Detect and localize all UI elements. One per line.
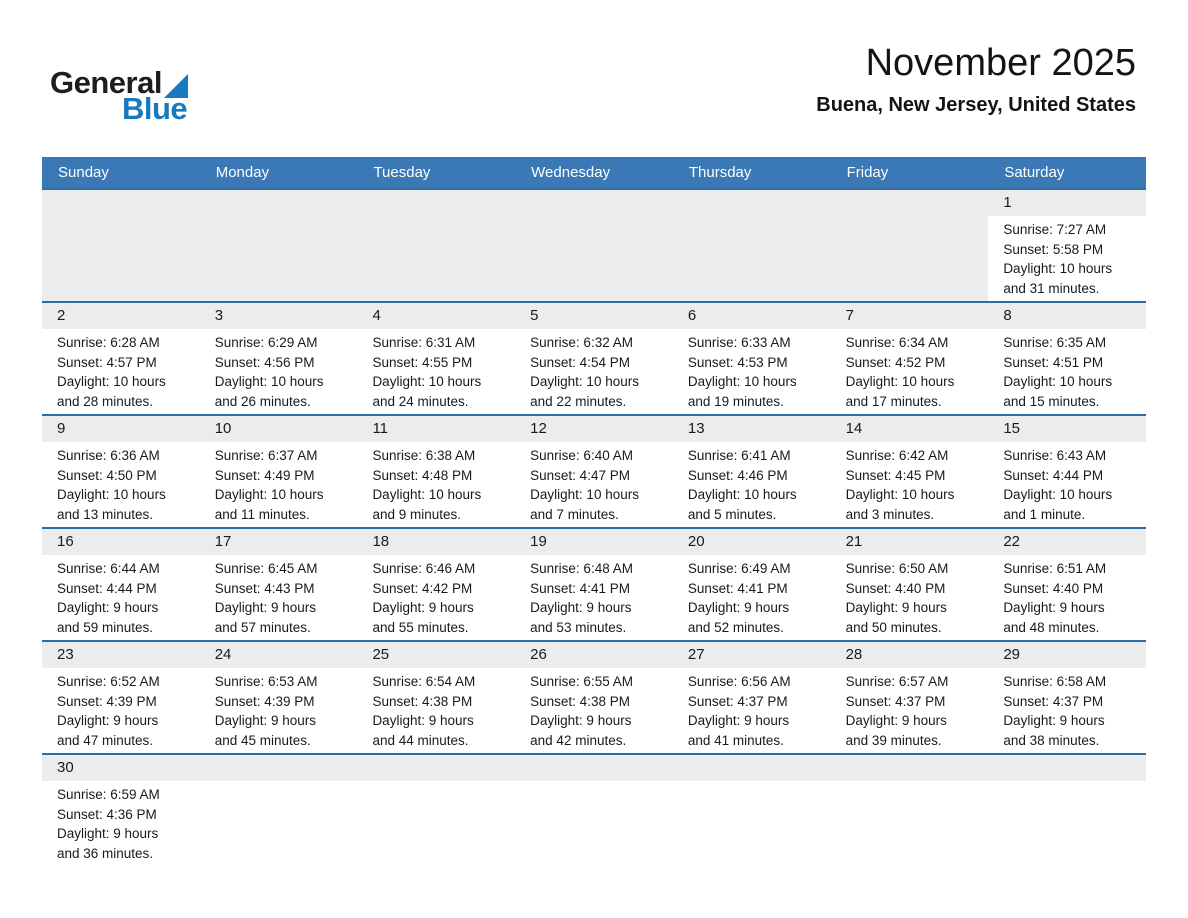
day-detail-line: and 44 minutes. (372, 732, 469, 748)
day-number: 23 (42, 642, 200, 668)
day-cell (515, 416, 673, 527)
day-detail-line: and 5 minutes. (687, 506, 777, 522)
day-number: 16 (42, 529, 200, 555)
day-cell (200, 529, 358, 640)
day-detail-line: Daylight: 10 hours (214, 374, 324, 389)
day-detail-line: Daylight: 9 hours (530, 713, 632, 728)
weekday-saturday: Saturday (1004, 164, 1065, 181)
day-number: 13 (673, 416, 831, 442)
day-detail-line: Daylight: 9 hours (1003, 600, 1105, 615)
day-details (831, 781, 989, 866)
day-number (515, 190, 673, 216)
day-cell (673, 303, 831, 414)
empty-cell (357, 190, 515, 301)
day-cell (515, 303, 673, 414)
day-detail-line: Daylight: 9 hours (214, 713, 317, 728)
day-number: 7 (831, 303, 989, 329)
day-details (42, 781, 200, 866)
calendar (42, 157, 1146, 866)
day-detail-line: and 36 minutes. (57, 845, 154, 861)
calendar-body (42, 188, 1146, 866)
day-detail-line: Sunset: 4:52 PM (845, 354, 946, 370)
day-number: 1 (988, 190, 1146, 216)
day-detail-line: and 13 minutes. (57, 506, 154, 522)
logo-text-blue: Blue (122, 91, 188, 126)
day-number: 18 (357, 529, 515, 555)
location-subtitle: Buena, New Jersey, United States (816, 94, 1136, 116)
day-detail-line: Daylight: 10 hours (57, 487, 166, 502)
day-detail-line: Sunset: 4:48 PM (372, 467, 473, 483)
day-detail-line: Sunrise: 6:33 AM (687, 335, 791, 350)
day-detail-line: Sunset: 4:46 PM (687, 467, 788, 483)
day-number: 21 (831, 529, 989, 555)
day-cell (988, 642, 1146, 753)
day-number: 20 (673, 529, 831, 555)
day-detail-line: and 24 minutes. (372, 393, 469, 409)
day-detail-line: Daylight: 10 hours (1003, 261, 1113, 276)
day-cell (357, 642, 515, 753)
day-number: 25 (357, 642, 515, 668)
day-cell (988, 190, 1146, 301)
general-blue-logo (50, 65, 220, 126)
day-details (673, 781, 831, 866)
day-detail-line: Daylight: 10 hours (845, 374, 955, 389)
day-detail-line: Sunrise: 6:59 AM (57, 787, 160, 802)
day-detail-line: and 42 minutes. (530, 732, 627, 748)
day-detail-line: and 45 minutes. (214, 732, 311, 748)
day-detail-line: Daylight: 10 hours (214, 487, 324, 502)
day-detail-line: Daylight: 9 hours (687, 600, 790, 615)
day-details (357, 555, 515, 640)
day-detail-line: Sunrise: 7:27 AM (1003, 222, 1107, 237)
day-detail-line: Daylight: 9 hours (372, 713, 474, 728)
day-detail-line: Sunset: 4:40 PM (1003, 580, 1104, 596)
day-number (673, 755, 831, 781)
day-number: 10 (200, 416, 358, 442)
day-detail-line: Sunrise: 6:58 AM (1003, 674, 1107, 689)
day-detail-line: and 57 minutes. (214, 619, 311, 635)
day-detail-line: and 7 minutes. (530, 506, 619, 522)
day-details (42, 442, 200, 527)
empty-cell (673, 755, 831, 866)
day-detail-line: Sunset: 4:38 PM (530, 693, 630, 709)
day-detail-line: and 28 minutes. (57, 393, 154, 409)
day-cell (357, 303, 515, 414)
day-details (673, 442, 831, 527)
day-detail-line: Daylight: 9 hours (687, 713, 790, 728)
day-number: 24 (200, 642, 358, 668)
week-row (42, 301, 1146, 414)
day-detail-line: and 47 minutes. (57, 732, 154, 748)
day-detail-line: Daylight: 9 hours (530, 600, 632, 615)
day-cell (515, 529, 673, 640)
day-detail-line: Sunrise: 6:44 AM (57, 561, 160, 576)
day-detail-line: Sunrise: 6:28 AM (57, 335, 160, 350)
day-cell (42, 303, 200, 414)
day-cell (673, 642, 831, 753)
day-number: 4 (357, 303, 515, 329)
weekday-wednesday: Wednesday (531, 164, 611, 181)
day-details (515, 216, 673, 301)
day-details (357, 442, 515, 527)
weekday-sunday: Sunday (58, 164, 109, 181)
logo-text-general: General (50, 65, 162, 100)
day-detail-line: Daylight: 9 hours (57, 600, 159, 615)
title-block (816, 40, 1136, 117)
day-number: 2 (42, 303, 200, 329)
weekday-thursday: Thursday (688, 164, 752, 181)
day-details (42, 668, 200, 753)
day-detail-line: Sunset: 4:37 PM (1003, 693, 1104, 709)
day-detail-line: Daylight: 10 hours (845, 487, 955, 502)
day-detail-line: and 1 minute. (1003, 506, 1086, 522)
day-detail-line: and 26 minutes. (214, 393, 311, 409)
day-cell (42, 416, 200, 527)
day-number (831, 190, 989, 216)
empty-cell (831, 190, 989, 301)
day-detail-line: and 22 minutes. (530, 393, 627, 409)
day-number (200, 190, 358, 216)
day-details (42, 555, 200, 640)
weekday-friday: Friday (846, 164, 889, 181)
day-detail-line: Sunrise: 6:49 AM (687, 561, 791, 576)
day-cell (988, 416, 1146, 527)
day-detail-line: and 41 minutes. (687, 732, 784, 748)
day-detail-line: Sunrise: 6:38 AM (372, 448, 476, 463)
day-detail-line: Sunset: 4:41 PM (530, 580, 630, 596)
day-number (42, 190, 200, 216)
day-detail-line: Sunrise: 6:29 AM (214, 335, 318, 350)
day-detail-line: Daylight: 10 hours (687, 487, 797, 502)
day-detail-line: and 3 minutes. (845, 506, 935, 522)
day-number: 15 (988, 416, 1146, 442)
day-number: 11 (357, 416, 515, 442)
day-number: 3 (200, 303, 358, 329)
day-detail-line: Sunset: 4:37 PM (845, 693, 946, 709)
day-detail-line: Daylight: 9 hours (845, 713, 947, 728)
day-details (515, 781, 673, 866)
day-detail-line: Sunset: 4:39 PM (214, 693, 315, 709)
day-number: 5 (515, 303, 673, 329)
day-details (200, 216, 358, 301)
day-details (831, 329, 989, 414)
day-detail-line: Sunset: 4:43 PM (214, 580, 315, 596)
day-detail-line: Sunset: 4:55 PM (372, 354, 473, 370)
day-details (673, 329, 831, 414)
week-row (42, 640, 1146, 753)
day-detail-line: Sunrise: 6:45 AM (214, 561, 318, 576)
day-detail-line: and 52 minutes. (687, 619, 784, 635)
weekday-header (42, 157, 1146, 188)
day-detail-line: Sunset: 4:53 PM (687, 354, 788, 370)
day-cell (200, 642, 358, 753)
day-details (831, 555, 989, 640)
day-number: 30 (42, 755, 200, 781)
day-details (673, 216, 831, 301)
day-detail-line: Sunset: 4:45 PM (845, 467, 946, 483)
day-detail-line: Sunrise: 6:48 AM (530, 561, 633, 576)
day-detail-line: Sunrise: 6:32 AM (530, 335, 633, 350)
week-row (42, 414, 1146, 527)
day-detail-line: and 59 minutes. (57, 619, 154, 635)
day-details (42, 329, 200, 414)
day-detail-line: Sunset: 4:41 PM (687, 580, 788, 596)
day-detail-line: and 19 minutes. (687, 393, 784, 409)
day-cell (673, 529, 831, 640)
day-number (200, 755, 358, 781)
day-cell (42, 755, 200, 866)
day-detail-line: and 39 minutes. (845, 732, 942, 748)
day-cell (831, 642, 989, 753)
empty-cell (200, 190, 358, 301)
day-details (515, 442, 673, 527)
day-detail-line: Daylight: 10 hours (372, 374, 482, 389)
empty-cell (515, 755, 673, 866)
day-detail-line: Daylight: 10 hours (1003, 374, 1113, 389)
day-cell (831, 416, 989, 527)
day-detail-line: Daylight: 9 hours (214, 600, 317, 615)
day-detail-line: Daylight: 9 hours (57, 713, 159, 728)
day-detail-line: and 50 minutes. (845, 619, 942, 635)
day-detail-line: Sunset: 4:38 PM (372, 693, 473, 709)
day-detail-line: and 11 minutes. (214, 506, 310, 522)
day-detail-line: Sunset: 4:47 PM (530, 467, 630, 483)
day-number (831, 755, 989, 781)
day-details (357, 329, 515, 414)
day-cell (357, 416, 515, 527)
day-detail-line: Daylight: 10 hours (530, 487, 639, 502)
empty-cell (515, 190, 673, 301)
weekday-monday: Monday (215, 164, 270, 181)
empty-cell (831, 755, 989, 866)
week-row (42, 753, 1146, 866)
day-number: 12 (515, 416, 673, 442)
day-details (515, 668, 673, 753)
day-cell (42, 642, 200, 753)
day-detail-line: and 55 minutes. (372, 619, 469, 635)
day-number: 17 (200, 529, 358, 555)
day-details (988, 216, 1146, 301)
day-number: 27 (673, 642, 831, 668)
day-detail-line: Sunset: 4:50 PM (57, 467, 157, 483)
day-cell (831, 529, 989, 640)
day-number: 19 (515, 529, 673, 555)
week-row (42, 188, 1146, 301)
day-number: 28 (831, 642, 989, 668)
day-details (988, 781, 1146, 866)
day-detail-line: Daylight: 10 hours (57, 374, 166, 389)
day-number (988, 755, 1146, 781)
day-cell (357, 529, 515, 640)
week-row (42, 527, 1146, 640)
day-details (831, 216, 989, 301)
day-detail-line: and 48 minutes. (1003, 619, 1100, 635)
day-cell (200, 416, 358, 527)
day-details (988, 668, 1146, 753)
day-detail-line: Daylight: 9 hours (57, 826, 159, 841)
day-number: 8 (988, 303, 1146, 329)
day-detail-line: Sunrise: 6:53 AM (214, 674, 318, 689)
day-detail-line: Sunrise: 6:54 AM (372, 674, 476, 689)
day-details (42, 216, 200, 301)
day-number (515, 755, 673, 781)
day-detail-line: Daylight: 10 hours (372, 487, 482, 502)
day-detail-line: and 53 minutes. (530, 619, 627, 635)
day-detail-line: and 38 minutes. (1003, 732, 1100, 748)
day-number (357, 190, 515, 216)
empty-cell (357, 755, 515, 866)
day-detail-line: and 9 minutes. (372, 506, 461, 522)
day-number (357, 755, 515, 781)
day-number: 29 (988, 642, 1146, 668)
day-detail-line: Sunrise: 6:43 AM (1003, 448, 1107, 463)
day-detail-line: Sunrise: 6:55 AM (530, 674, 633, 689)
day-detail-line: Sunset: 4:51 PM (1003, 354, 1104, 370)
day-cell (831, 303, 989, 414)
day-details (988, 442, 1146, 527)
day-number: 22 (988, 529, 1146, 555)
day-number (673, 190, 831, 216)
day-details (200, 555, 358, 640)
day-detail-line: Daylight: 10 hours (687, 374, 797, 389)
day-details (988, 329, 1146, 414)
day-details (831, 668, 989, 753)
day-detail-line: Sunrise: 6:50 AM (845, 561, 949, 576)
day-detail-line: Sunset: 4:37 PM (687, 693, 788, 709)
day-detail-line: Sunset: 4:54 PM (530, 354, 630, 370)
day-detail-line: Daylight: 10 hours (1003, 487, 1113, 502)
day-details (831, 442, 989, 527)
page-header (0, 0, 1188, 157)
day-number: 9 (42, 416, 200, 442)
day-cell (42, 529, 200, 640)
day-details (357, 781, 515, 866)
day-detail-line: Sunrise: 6:31 AM (372, 335, 476, 350)
day-detail-line: Sunrise: 6:35 AM (1003, 335, 1107, 350)
day-details (673, 555, 831, 640)
day-detail-line: Sunrise: 6:37 AM (214, 448, 318, 463)
day-cell (673, 416, 831, 527)
weekday-tuesday: Tuesday (373, 164, 431, 181)
empty-cell (988, 755, 1146, 866)
day-details (357, 668, 515, 753)
day-detail-line: Sunrise: 6:40 AM (530, 448, 633, 463)
day-detail-line: Sunset: 4:42 PM (372, 580, 473, 596)
day-detail-line: Sunrise: 6:41 AM (687, 448, 791, 463)
empty-cell (673, 190, 831, 301)
day-detail-line: Sunrise: 6:34 AM (845, 335, 949, 350)
day-details (200, 329, 358, 414)
day-detail-line: Sunset: 5:58 PM (1003, 241, 1104, 257)
day-detail-line: Sunset: 4:39 PM (57, 693, 157, 709)
day-detail-line: Sunrise: 6:46 AM (372, 561, 476, 576)
day-details (200, 668, 358, 753)
day-detail-line: Sunset: 4:56 PM (214, 354, 315, 370)
empty-cell (42, 190, 200, 301)
day-detail-line: and 31 minutes. (1003, 280, 1100, 296)
day-cell (988, 529, 1146, 640)
day-details (988, 555, 1146, 640)
day-detail-line: and 17 minutes. (845, 393, 942, 409)
day-detail-line: Sunrise: 6:42 AM (845, 448, 949, 463)
month-title: November 2025 (865, 42, 1136, 84)
day-details (200, 781, 358, 866)
day-detail-line: Daylight: 9 hours (1003, 713, 1105, 728)
day-detail-line: Sunset: 4:44 PM (57, 580, 157, 596)
day-number: 14 (831, 416, 989, 442)
day-details (357, 216, 515, 301)
day-detail-line: Sunrise: 6:57 AM (845, 674, 949, 689)
day-detail-line: Daylight: 10 hours (530, 374, 639, 389)
day-detail-line: Daylight: 9 hours (372, 600, 474, 615)
day-details (673, 668, 831, 753)
day-cell (988, 303, 1146, 414)
empty-cell (200, 755, 358, 866)
day-cell (200, 303, 358, 414)
day-detail-line: Sunrise: 6:52 AM (57, 674, 160, 689)
day-detail-line: Sunrise: 6:36 AM (57, 448, 160, 463)
day-detail-line: Daylight: 9 hours (845, 600, 947, 615)
day-detail-line: Sunset: 4:44 PM (1003, 467, 1104, 483)
day-detail-line: and 15 minutes. (1003, 393, 1100, 409)
day-detail-line: Sunset: 4:49 PM (214, 467, 315, 483)
day-number: 6 (673, 303, 831, 329)
day-detail-line: Sunset: 4:57 PM (57, 354, 157, 370)
day-detail-line: Sunrise: 6:56 AM (687, 674, 791, 689)
day-number: 26 (515, 642, 673, 668)
day-details (515, 555, 673, 640)
day-detail-line: Sunrise: 6:51 AM (1003, 561, 1107, 576)
day-detail-line: Sunset: 4:36 PM (57, 806, 157, 822)
day-detail-line: Sunset: 4:40 PM (845, 580, 946, 596)
day-details (200, 442, 358, 527)
day-details (515, 329, 673, 414)
day-cell (515, 642, 673, 753)
